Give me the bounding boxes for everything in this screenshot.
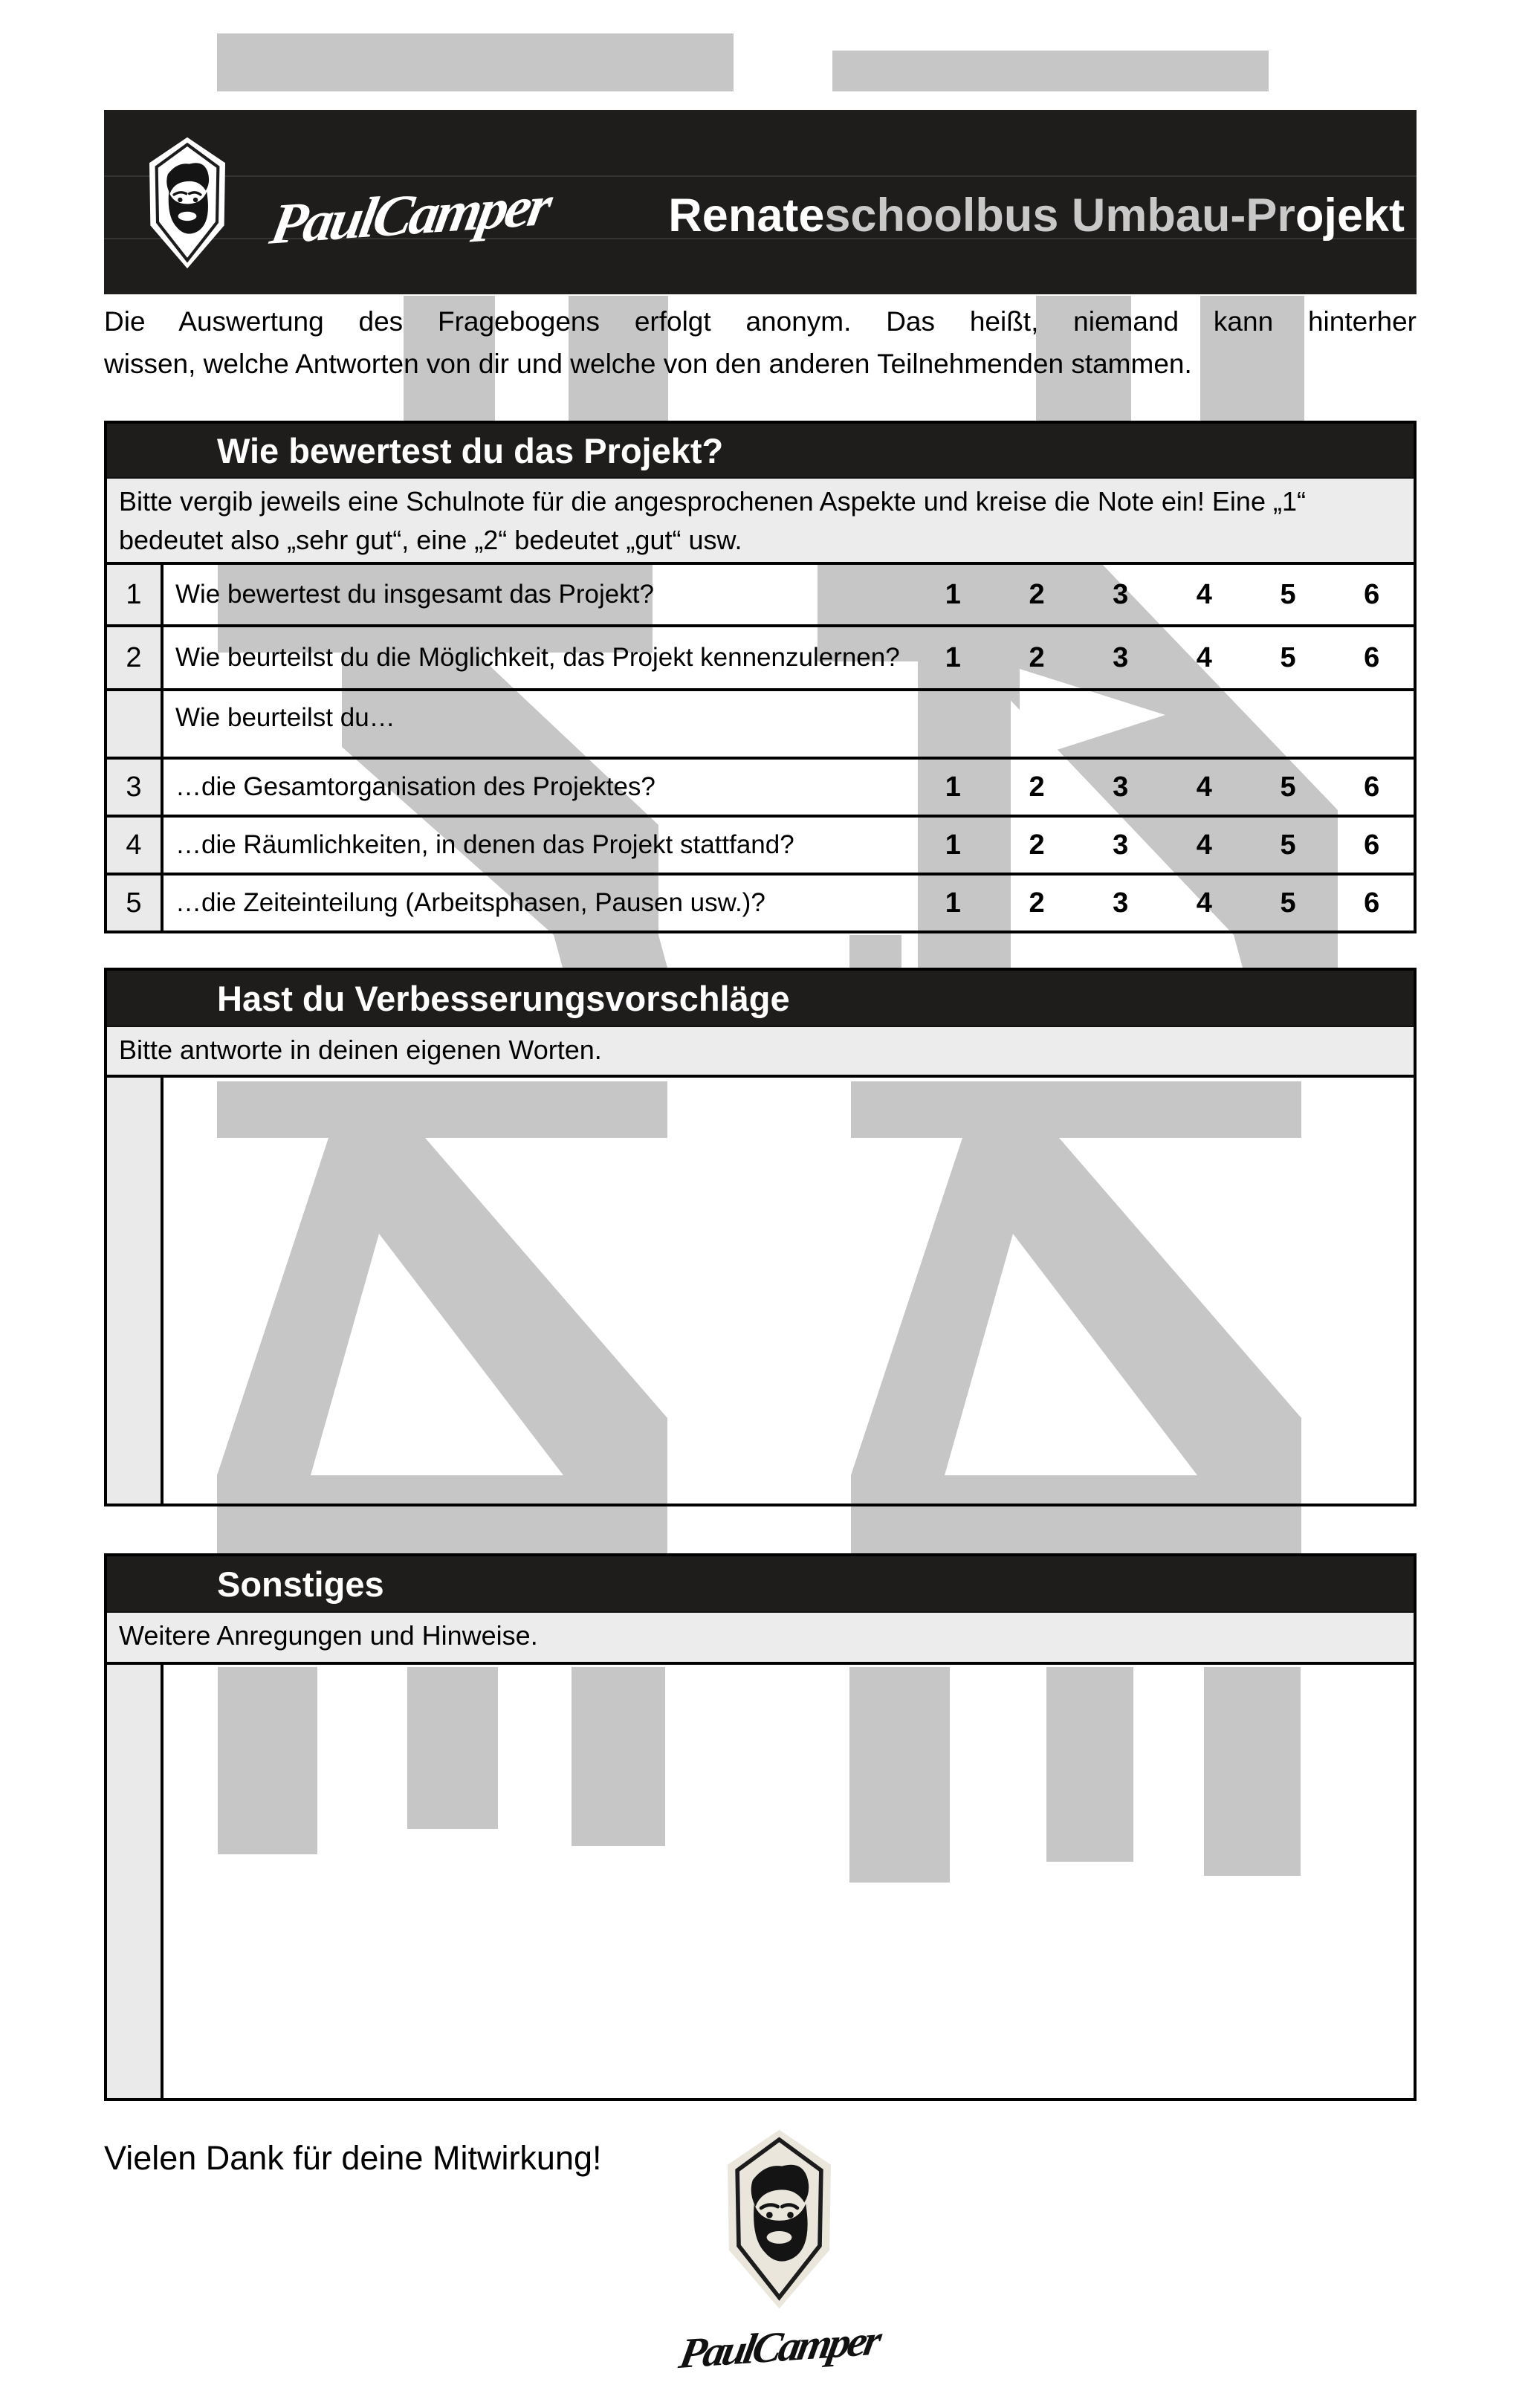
title-part-1: Renate <box>668 190 825 242</box>
grade-option-5[interactable]: 5 <box>1280 641 1296 673</box>
header-scanline <box>104 175 1417 177</box>
table-row <box>107 873 1414 930</box>
grade-option-3[interactable]: 3 <box>1113 578 1129 610</box>
subheader-text: Wie beurteilst du… <box>175 703 395 732</box>
grade-option-4[interactable]: 4 <box>1196 578 1212 610</box>
paulcamper-logo-icon <box>699 2127 859 2311</box>
grade-option-3[interactable]: 3 <box>1113 887 1129 919</box>
section-other <box>104 1553 1417 2101</box>
table-row <box>107 624 1414 688</box>
paulcamper-logo-icon <box>131 135 244 271</box>
grade-option-1[interactable]: 1 <box>945 887 961 919</box>
grade-scale <box>911 627 1414 688</box>
grade-option-2[interactable]: 2 <box>1029 829 1045 861</box>
grade-option-6[interactable]: 6 <box>1364 578 1380 610</box>
grade-option-6[interactable]: 6 <box>1364 887 1380 919</box>
row-number: 1 <box>107 565 164 624</box>
intro-line-1: Die Auswertung des Fragebogens erfolgt anonym. Das heißt, niemand kann hinterher <box>104 306 1417 337</box>
grade-option-2[interactable]: 2 <box>1029 771 1045 803</box>
paulcamper-wordmark: PaulCamper <box>265 172 554 256</box>
grade-option-1[interactable]: 1 <box>945 578 961 610</box>
suggestions-answer-area[interactable] <box>164 1078 1414 1504</box>
grade-option-6[interactable]: 6 <box>1364 771 1380 803</box>
other-answer-area[interactable] <box>164 1665 1414 2098</box>
question-text: …die Gesamtorganisation des Projektes? <box>175 772 655 801</box>
suggestions-answer-box <box>107 1075 1414 1504</box>
section-rating-instruction: Bitte vergib jeweils eine Schulnote für die angesprochenen Aspekte und kreise die Note ein! Eine „1“ bedeutet also „sehr gut“, eine „2“ bedeutet „gut“ usw. <box>107 477 1414 562</box>
other-answer-box <box>107 1662 1414 2098</box>
thanks-message: Vielen Dank für deine Mitwirkung! <box>104 2139 602 2177</box>
section-other-title: Sonstiges <box>107 1556 1414 1611</box>
paulcamper-wordmark: PaulCamper <box>675 2315 883 2378</box>
question-text: Wie bewertest du insgesamt das Projekt? <box>175 580 654 609</box>
section-other-instruction: Weitere Anregungen und Hinweise. <box>107 1611 1414 1662</box>
grade-option-1[interactable]: 1 <box>945 829 961 861</box>
grade-option-4[interactable]: 4 <box>1196 829 1212 861</box>
grade-scale <box>911 760 1414 815</box>
row-number: 5 <box>107 876 164 930</box>
grade-option-5[interactable]: 5 <box>1280 771 1296 803</box>
grade-option-1[interactable]: 1 <box>945 771 961 803</box>
document-header <box>104 110 1417 294</box>
grade-scale <box>911 876 1414 930</box>
grade-option-3[interactable]: 3 <box>1113 771 1129 803</box>
table-row <box>107 562 1414 624</box>
table-subheader-row <box>107 688 1414 757</box>
grade-option-2[interactable]: 2 <box>1029 887 1045 919</box>
grade-option-2[interactable]: 2 <box>1029 578 1045 610</box>
grade-option-3[interactable]: 3 <box>1113 641 1129 673</box>
table-row <box>107 757 1414 815</box>
section-suggestions <box>104 968 1417 1506</box>
grade-option-5[interactable]: 5 <box>1280 829 1296 861</box>
grade-option-4[interactable]: 4 <box>1196 887 1212 919</box>
grade-option-2[interactable]: 2 <box>1029 641 1045 673</box>
question-text: …die Räumlichkeiten, in denen das Projekt stattfand? <box>175 830 794 859</box>
question-text: Wie beurteilst du die Möglichkeit, das Projekt kennenzulernen? <box>175 643 900 672</box>
section-rating <box>104 421 1417 933</box>
table-row <box>107 815 1414 873</box>
row-number: 3 <box>107 760 164 815</box>
section-suggestions-title: Hast du Verbesserungsvorschläge <box>107 971 1414 1026</box>
section-suggestions-instruction: Bitte antworte in deinen eigenen Worten. <box>107 1026 1414 1075</box>
row-number: 4 <box>107 818 164 873</box>
row-number <box>107 691 164 757</box>
grade-option-6[interactable]: 6 <box>1364 641 1380 673</box>
grade-option-6[interactable]: 6 <box>1364 829 1380 861</box>
intro-paragraph <box>104 300 1417 385</box>
section-rating-title: Wie bewertest du das Projekt? <box>107 424 1414 477</box>
title-part-2: schoolbus Umbau-Pr <box>824 190 1295 242</box>
row-number: 2 <box>107 627 164 688</box>
grade-option-5[interactable]: 5 <box>1280 887 1296 919</box>
grade-option-4[interactable]: 4 <box>1196 641 1212 673</box>
grade-option-1[interactable]: 1 <box>945 641 961 673</box>
grade-option-3[interactable]: 3 <box>1113 829 1129 861</box>
title-part-3: ojekt <box>1295 190 1405 242</box>
intro-line-2: wissen, welche Antworten von dir und welche von den anderen Teilnehmenden stammen. <box>104 349 1192 379</box>
grade-scale <box>911 818 1414 873</box>
answer-left-column <box>107 1665 164 2098</box>
grade-option-4[interactable]: 4 <box>1196 771 1212 803</box>
answer-left-column <box>107 1078 164 1504</box>
footer-logo <box>654 2127 904 2378</box>
question-text: …die Zeiteinteilung (Arbeitsphasen, Pausen usw.)? <box>175 888 765 917</box>
grade-option-5[interactable]: 5 <box>1280 578 1296 610</box>
page-title <box>668 187 1405 244</box>
grade-scale <box>911 565 1414 624</box>
